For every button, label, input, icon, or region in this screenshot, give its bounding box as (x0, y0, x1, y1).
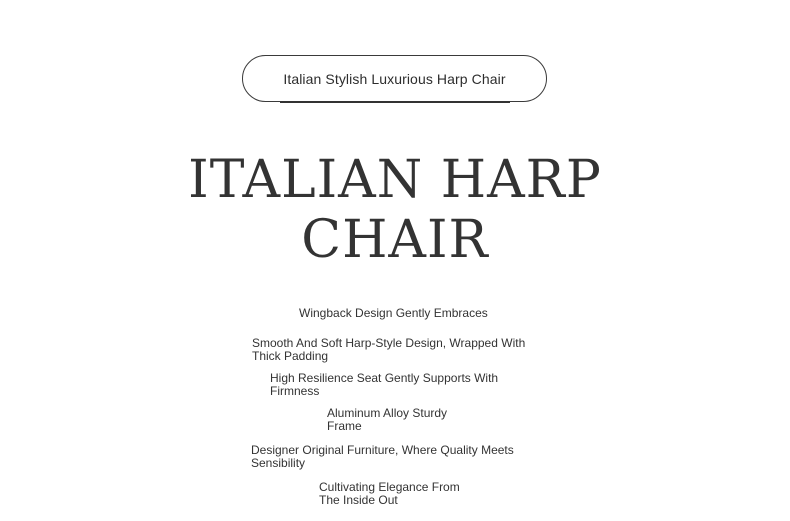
page-title-line-2: CHAIR (301, 210, 489, 270)
product-name-label: Italian Stylish Luxurious Harp Chair (283, 70, 506, 87)
feature-text-frame: Aluminum Alloy Sturdy Frame (327, 406, 448, 433)
feature-text-seat: High Resilience Seat Gently Supports With Firmness (270, 371, 499, 398)
feature-text-harp-style: Smooth And Soft Harp-Style Design, Wrapped With Thick Padding (252, 336, 526, 363)
product-name-pill (242, 55, 547, 102)
feature-text-designer: Designer Original Furniture, Where Quality Meets Sensibility (251, 443, 514, 470)
feature-text-wingback: Wingback Design Gently Embraces (299, 306, 488, 320)
feature-text-elegance: Cultivating Elegance From The Inside Out (319, 480, 460, 507)
pill-underline-divider (280, 101, 510, 103)
page-title (0, 150, 790, 270)
page-title-line-1: ITALIAN HARP (188, 150, 602, 210)
